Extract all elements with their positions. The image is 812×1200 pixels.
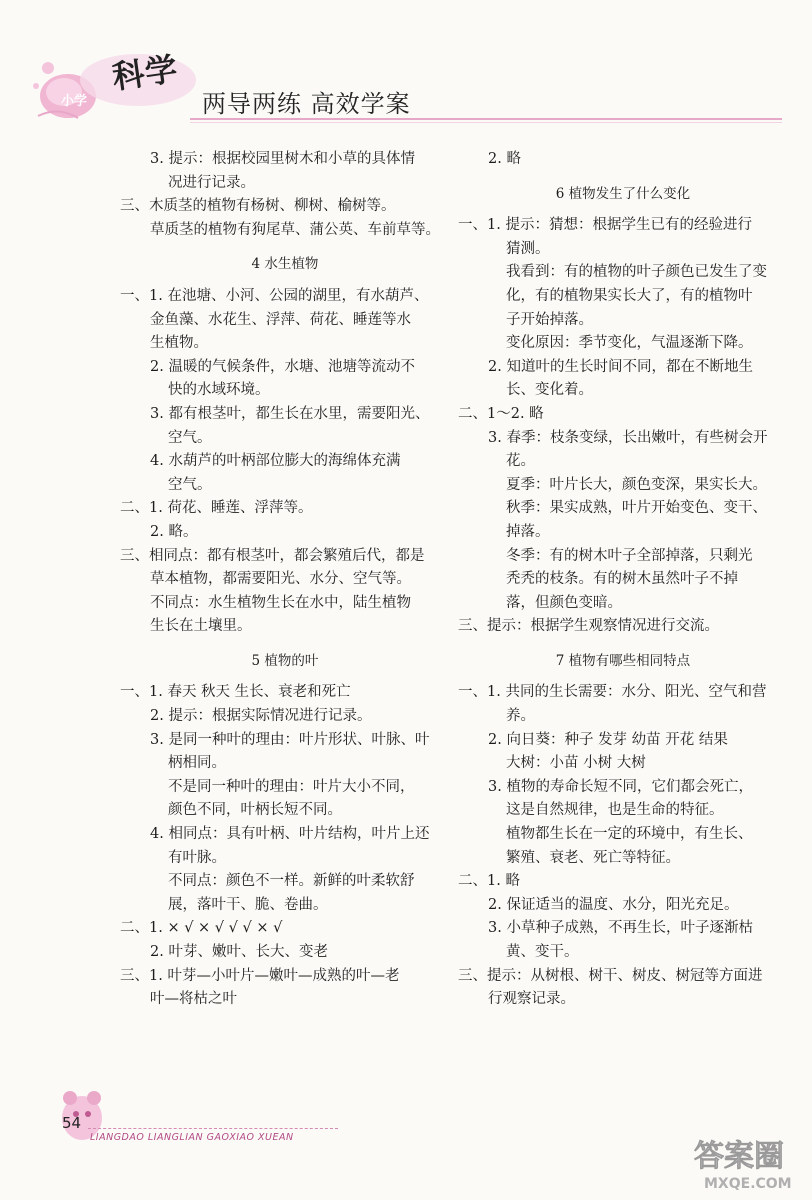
answer-line: 2. 向日葵：种子 发芽 幼苗 开花 结果	[488, 731, 728, 748]
section-spacer	[458, 206, 788, 214]
answer-line: 行观察记录。	[488, 991, 575, 1008]
section-spacer	[120, 242, 450, 253]
section-spacer	[120, 639, 450, 650]
answer-line: 三、提示：根据学生观察情况进行交流。	[458, 618, 719, 635]
section-heading: 4 水生植物	[251, 256, 319, 273]
answer-line: 空气。	[168, 429, 212, 446]
answer-line: 大树：小苗 小树 大树	[506, 755, 646, 772]
answer-line: 2. 知道叶的生长时间不同，都在不断地生	[488, 358, 753, 375]
answer-line: 2. 略。	[150, 523, 198, 540]
footer-divider	[88, 1128, 338, 1129]
page-title: 两导两练 高效学案	[202, 90, 411, 118]
answer-line: 生长在土壤里。	[150, 618, 252, 635]
answer-line: 长、变化着。	[506, 382, 593, 399]
answer-line: 秋季：果实成熟，叶片开始变色、变干、	[506, 500, 767, 517]
answer-line: 2. 温暖的气候条件，水塘、池塘等流动不	[150, 358, 415, 375]
answer-line: 一、1. 提示：猜想：根据学生已有的经验进行	[458, 217, 752, 234]
section-heading: 7 植物有哪些相同特点	[555, 652, 691, 669]
section-spacer	[120, 277, 450, 285]
answer-line: 繁殖、衰老、死亡等特征。	[506, 849, 680, 866]
answer-line: 子开始掉落。	[506, 311, 593, 328]
answer-line: 掉落。	[506, 523, 550, 540]
answer-line: 养。	[506, 708, 535, 725]
right-column	[458, 148, 788, 1012]
answer-line: 落，但颜色变暗。	[506, 594, 622, 611]
section-spacer	[458, 172, 788, 183]
section-spacer	[120, 673, 450, 681]
answer-line: 3. 都有根茎叶，都生长在水里，需要阳光、	[150, 405, 430, 422]
footer-series-text: LIANGDAO LIANGLIAN GAOXIAO XUEAN	[90, 1132, 294, 1143]
answer-line: 我看到：有的植物的叶子颜色已发生了变	[506, 264, 767, 281]
answer-line: 不同点：水生植物生长在水中，陆生植物	[150, 594, 411, 611]
answer-line: 花。	[506, 453, 535, 470]
answer-line: 二、1. × √ × √ √ √ × √	[120, 920, 283, 937]
answer-line: 2. 保证适当的温度、水分，阳光充足。	[488, 896, 739, 913]
section-spacer	[458, 639, 788, 650]
left-column	[120, 148, 450, 1012]
answer-line: 化，有的植物果实长大了，有的植物叶	[506, 287, 753, 304]
answer-line: 生植物。	[150, 335, 208, 352]
header-divider-thin	[190, 122, 782, 123]
answer-line: 草本植物，都需要阳光、水分、空气等。	[150, 571, 411, 588]
watermark-logo	[688, 1128, 804, 1194]
answer-line: 夏季：叶片长大，颜色变深，果实长大。	[506, 476, 767, 493]
answer-line: 三、木质茎的植物有杨树、柳树、榆树等。	[120, 198, 396, 215]
answer-line: 颜色不同，叶柄长短不同。	[168, 802, 342, 819]
answer-line: 3. 植物的寿命长短不同，它们都会死亡，	[488, 778, 753, 795]
answer-line: 冬季：有的树木叶子全部掉落，只剩光	[506, 547, 753, 564]
answer-line: 快的水域环境。	[168, 382, 270, 399]
answer-line: 3. 春季：枝条变绿，长出嫩叶，有些树会开	[488, 429, 768, 446]
answer-line: 一、1. 共同的生长需要：水分、阳光、空气和营	[458, 684, 767, 701]
page-number: 54	[62, 1114, 82, 1132]
answer-line: 况进行记录。	[168, 174, 255, 191]
answer-line: 黄、变干。	[506, 944, 579, 960]
answer-line: 二、1. 荷花、睡莲、浮萍等。	[120, 500, 313, 517]
answer-line: 猜测。	[506, 240, 550, 257]
answer-line: 4. 相同点：具有叶柄、叶片结构，叶片上还	[150, 826, 430, 843]
answer-line: 二、1～2. 略	[458, 405, 544, 422]
answer-line: 展，落叶干、脆、卷曲。	[168, 896, 328, 913]
header-divider	[190, 118, 782, 120]
answer-line: 4. 水葫芦的叶柄部位膨大的海绵体充满	[150, 453, 401, 470]
answer-line: 3. 提示：根据校园里树木和小草的具体情	[150, 151, 415, 167]
answer-line: 秃秃的枝条。有的树木虽然叶子不掉	[506, 571, 738, 588]
answer-line: 草质茎的植物有狗尾草、蒲公英、车前草等。	[150, 221, 440, 238]
section-heading: 5 植物的叶	[251, 652, 319, 669]
answer-line: 一、1. 在池塘、小河、公园的湖里，有水葫芦、	[120, 287, 429, 304]
answer-line: 2. 略	[488, 151, 521, 167]
svg-text:答案圈: 答案圈	[694, 1139, 784, 1174]
answer-line: 柄相同。	[168, 755, 226, 772]
answer-line: 不是同一种叶的理由：叶片大小不同，	[168, 778, 415, 795]
answer-line: 三、1. 叶芽—小叶片—嫩叶—成熟的叶—老	[120, 967, 400, 984]
answer-line: 金鱼藻、水花生、浮萍、荷花、睡莲等水	[150, 311, 411, 328]
answer-line: 二、1. 略	[458, 873, 520, 890]
answer-line: 三、相同点：都有根茎叶，都会繁殖后代，都是	[120, 547, 425, 564]
grade-badge: 小学	[60, 94, 87, 109]
answer-line: 三、提示：从树根、树干、树皮、树冠等方面进	[458, 967, 763, 984]
svg-text:MXQE.COM: MXQE.COM	[704, 1176, 792, 1192]
answer-line: 这是自然规律，也是生命的特征。	[506, 802, 724, 819]
answer-line: 3. 小草种子成熟，不再生长，叶子逐渐枯	[488, 920, 753, 937]
answer-line: 有叶脉。	[168, 849, 226, 866]
answer-line: 空气。	[168, 476, 212, 493]
answer-line: 2. 叶芽、嫩叶、长大、变老	[150, 944, 328, 960]
answer-line: 3. 是同一种叶的理由：叶片形状、叶脉、叶	[150, 731, 430, 748]
answer-line: 叶—将枯之叶	[150, 991, 237, 1008]
answer-line: 一、1. 春天 秋天 生长、衰老和死亡	[120, 684, 351, 701]
answer-line: 不同点：颜色不一样。新鲜的叶柔软舒	[168, 873, 415, 890]
answer-line: 植物都生长在一定的环境中，有生长、	[506, 826, 753, 843]
answer-line: 2. 提示：根据实际情况进行记录。	[150, 708, 372, 725]
section-spacer	[458, 673, 788, 681]
answer-line: 变化原因：季节变化，气温逐渐下降。	[506, 335, 753, 352]
section-heading: 6 植物发生了什么变化	[555, 185, 691, 202]
subject-title: 科学	[109, 49, 181, 97]
